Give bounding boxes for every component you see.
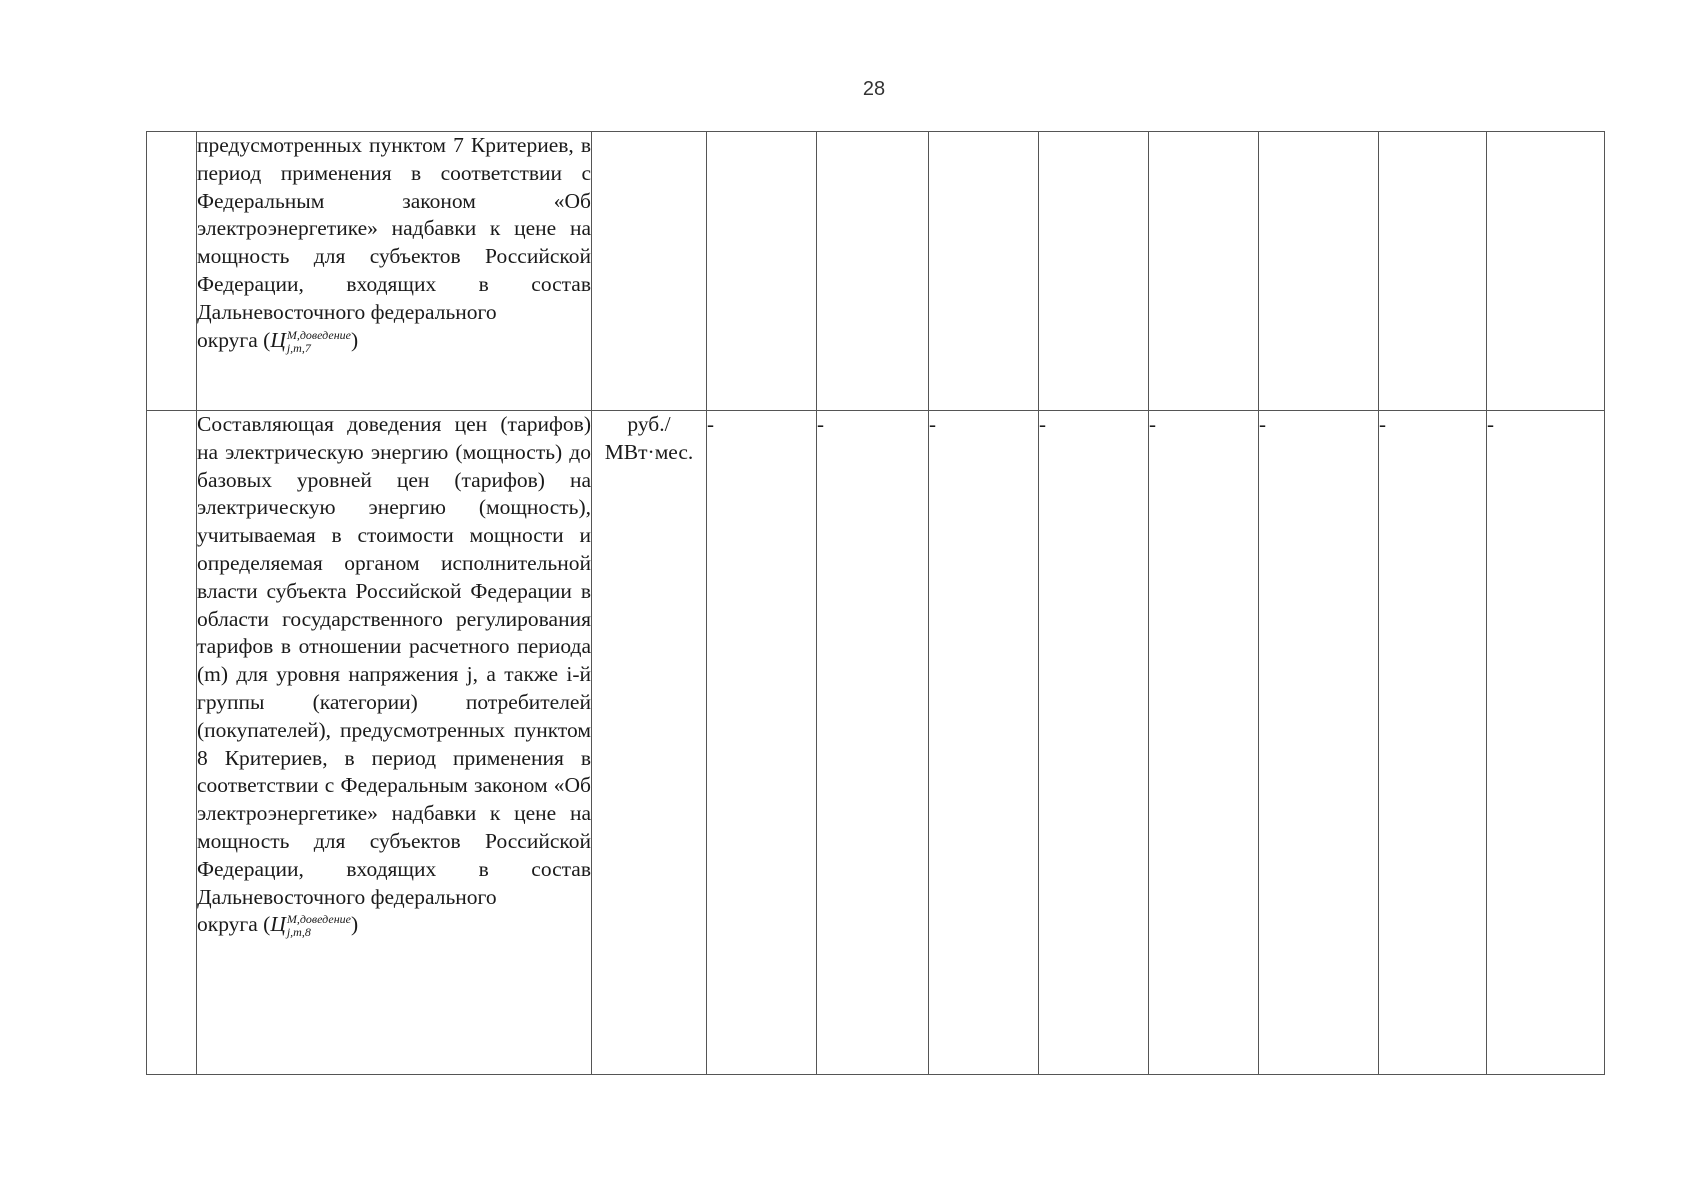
description-cell (197, 132, 592, 411)
unit-text: руб./ МВт·мес. (604, 412, 694, 464)
value-cell (1487, 132, 1605, 411)
formula-suffix: ) (350, 327, 359, 352)
row-number-cell (147, 411, 197, 1075)
formula-superscript: M,доведение (286, 327, 351, 342)
tariff-table (146, 131, 1605, 1075)
value-cell (1149, 132, 1259, 411)
value-cell (1039, 132, 1149, 411)
value-cell (929, 132, 1039, 411)
value-cell (707, 132, 817, 411)
description-text: Составляющая доведения цен (тарифов) на электрическую энергию (мощность) до базовых уровней цен (тарифов) на электрическую энергию (мощность), учитываемая в стоимости мощности и определяемая органом исполнительной власти субъекта Российской Федерации в области государственного регулирования тарифов в отношении расчетного периода (m) для уровня напряжения j, а также i-й группы (категории) потребителей (покупателей), предусмотренных пунктом 8 Критериев, в период применения в соответствии с Федеральным законом «Об электроэнергетике» надбавки к цене на мощность для субъектов Российской Федерации, входящих в состав Дальневосточного федерального (197, 412, 591, 909)
table-row (147, 132, 1605, 411)
value-cell (1259, 132, 1379, 411)
formula-suffix: ) (350, 912, 359, 937)
formula-symbol: Ц (270, 327, 286, 352)
formula-indices (287, 913, 351, 939)
description-text: предусмотренных пунктом 7 Критериев, в период применения в соответствии с Федеральным законом «Об электроэнергетике» надбавки к цене на мощность для субъектов Российской Федерации, входящих в состав Дальневосточного федерального (197, 133, 591, 324)
value-cell: - (1039, 411, 1149, 1075)
description-cell (197, 411, 592, 1075)
value-cell: - (817, 411, 929, 1075)
value-cell: - (929, 411, 1039, 1075)
formula-line (197, 327, 591, 355)
value-cell: - (1149, 411, 1259, 1075)
formula-subscript: j,m,7 (286, 340, 311, 355)
formula-line (197, 911, 591, 939)
formula-prefix: округа ( (197, 912, 271, 937)
formula-indices (287, 329, 351, 355)
value-cell: - (1379, 411, 1487, 1075)
table-row (147, 411, 1605, 1075)
value-cell (817, 132, 929, 411)
value-cell: - (707, 411, 817, 1075)
row-number-cell (147, 132, 197, 411)
formula-symbol: Ц (270, 912, 286, 937)
page-number: 28 (862, 78, 886, 100)
formula-superscript: M,доведение (286, 912, 351, 927)
unit-cell (592, 132, 707, 411)
unit-cell (592, 411, 707, 1075)
formula-subscript: j,m,8 (286, 925, 311, 940)
value-cell: - (1259, 411, 1379, 1075)
value-cell (1379, 132, 1487, 411)
value-cell: - (1487, 411, 1605, 1075)
formula-prefix: округа ( (197, 327, 271, 352)
